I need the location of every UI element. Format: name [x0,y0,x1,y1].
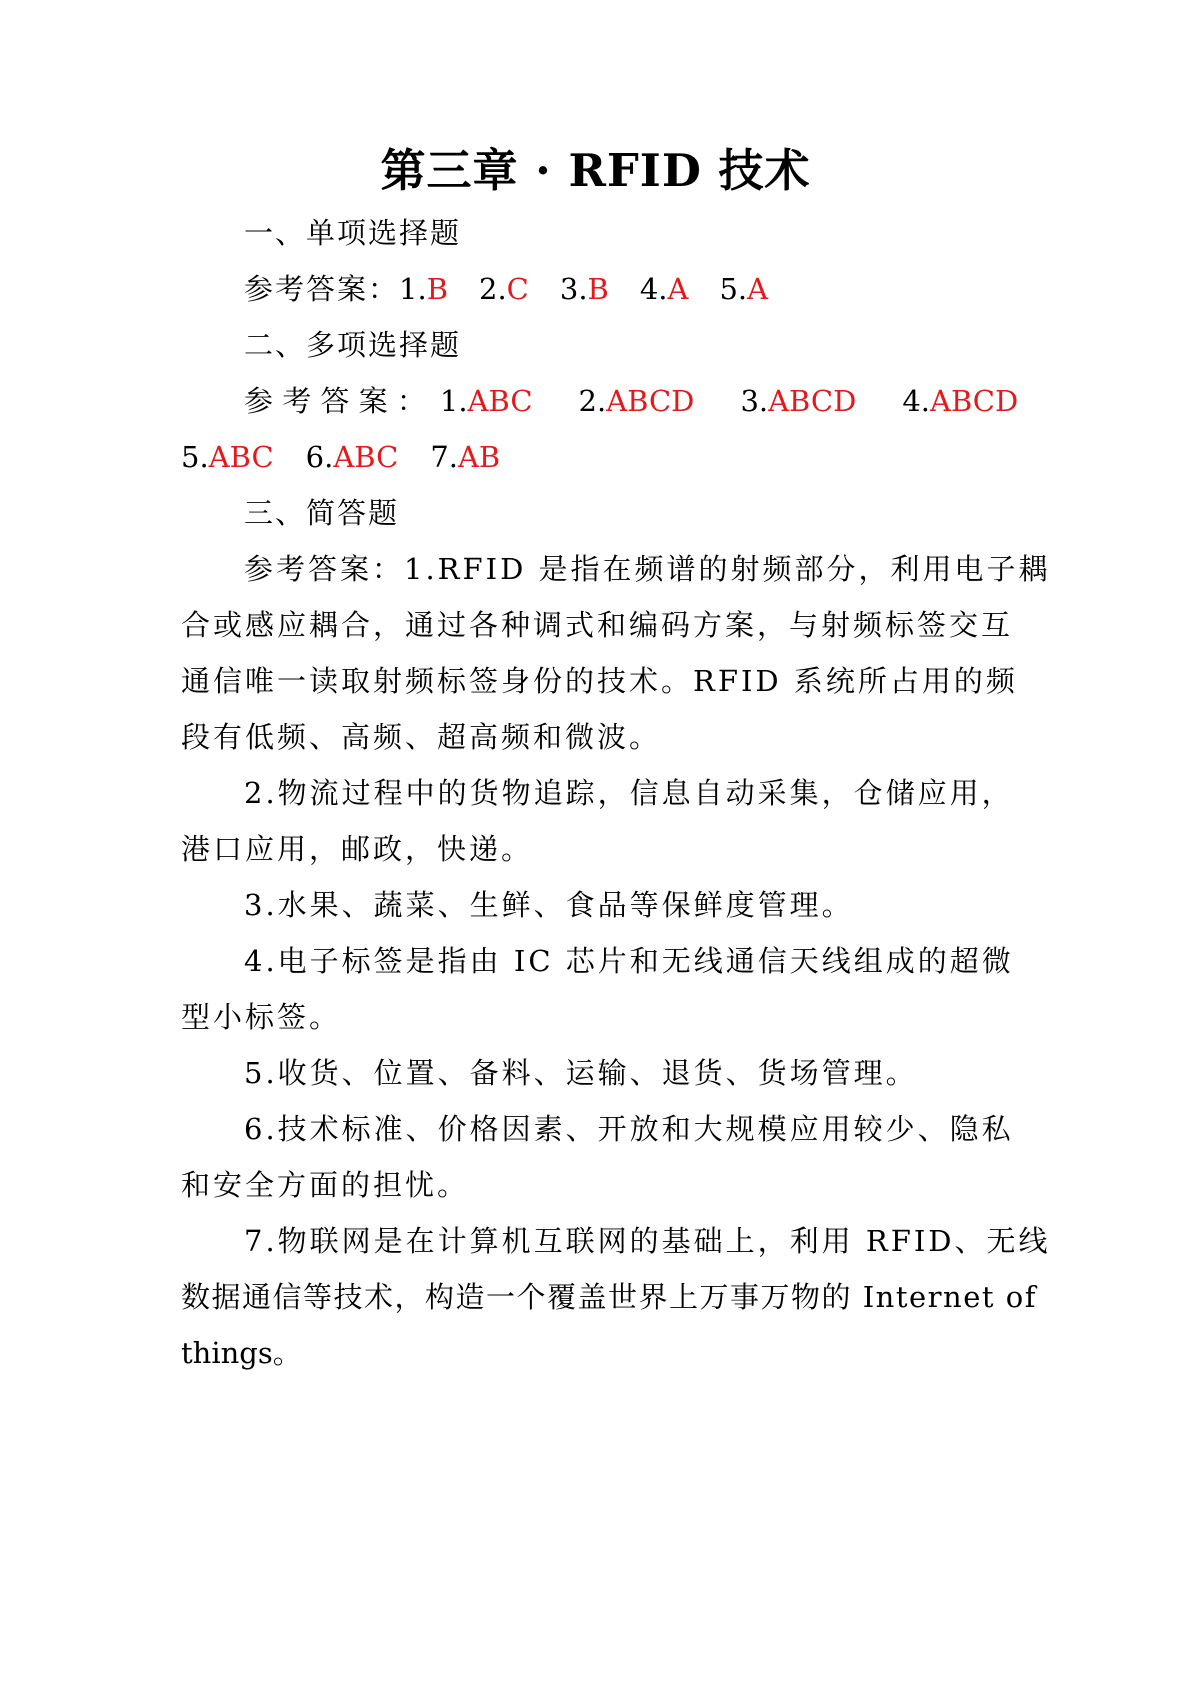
answer-value: A [667,272,689,306]
answer-value: C [506,272,529,306]
answer-line: 5.收货、位置、备料、运输、退货、货场管理。 [244,1056,918,1090]
short-answer-3 [181,877,1016,933]
answer-value: ABC [467,384,533,418]
short-answer-6 [181,1101,1016,1213]
answer-line: 合或感应耦合，通过各种调式和编码方案，与射频标签交互 [181,608,1014,642]
answer-num: 4. [639,272,668,306]
answer-value: AB [457,440,501,474]
section-heading-short-answer: 三、简答题 [244,496,400,530]
answer-value: B [426,272,448,306]
answer-value: ABCD [930,384,1019,418]
answer-num: 3. [740,384,769,418]
answer-num: 3. [559,272,588,306]
single-choice-answers [181,261,1016,317]
answer-num: 2. [578,384,607,418]
answer-line: 型小标签。 [181,1000,342,1034]
answer-value: A [747,272,769,306]
short-answer-1 [181,541,1051,765]
answer-num: 4. [902,384,931,418]
page-title: 第三章 · RFID 技术 [380,144,811,197]
answer-line: 2.物流过程中的货物追踪，信息自动采集，仓储应用， [244,776,1014,810]
answer-line: 港口应用，邮政，快递。 [181,832,534,866]
answer-value: ABCD [606,384,695,418]
answer-line: things。 [181,1336,302,1370]
multiple-choice-answers-line-1 [181,373,1019,429]
section-heading-multiple-choice: 二、多项选择题 [244,328,462,362]
answer-line: 段有低频、高频、超高频和微波。 [181,720,662,754]
answer-num: 5. [181,440,209,474]
answer-num: 5. [719,272,748,306]
answer-label: 参 考 答 案 ： [244,384,426,418]
answer-line: 数据通信等技术，构造一个覆盖世界上万事万物的 Internet of [181,1280,1037,1314]
short-answer-7 [181,1213,1051,1381]
answer-line: 6.技术标准、价格因素、开放和大规模应用较少、隐私 [244,1112,1014,1146]
short-answer-2 [181,765,1016,877]
answer-line: 和安全方面的担忧。 [181,1168,470,1202]
answer-line: 7.物联网是在计算机互联网的基础上，利用 RFID、无线 [244,1224,1051,1258]
short-answer-5 [181,1045,1016,1101]
short-answer-4 [181,933,1016,1045]
answer-line: 4.电子标签是指由 IC 芯片和无线通信天线组成的超微 [244,944,1014,978]
answer-line: 参考答案：1.RFID 是指在频谱的射频部分，利用电子耦 [244,552,1051,586]
answer-num: 7. [430,440,458,474]
answer-num: 6. [305,440,334,474]
section-heading-single-choice: 一、单项选择题 [244,216,462,250]
answer-label: 参考答案： [244,272,400,306]
answer-value: ABC [333,440,399,474]
answer-value: ABCD [768,384,857,418]
answer-num: 1. [439,384,468,418]
answer-line: 3.水果、蔬菜、生鲜、食品等保鲜度管理。 [244,888,854,922]
answer-num: 1. [399,272,427,306]
document-body [181,205,1051,1381]
multiple-choice-answers-line-2 [181,429,1016,485]
answer-num: 2. [479,272,507,306]
answer-value: B [587,272,609,306]
answer-value: ABC [208,440,274,474]
answer-line: 通信唯一读取射频标签身份的技术。RFID 系统所占用的频 [181,664,1018,698]
